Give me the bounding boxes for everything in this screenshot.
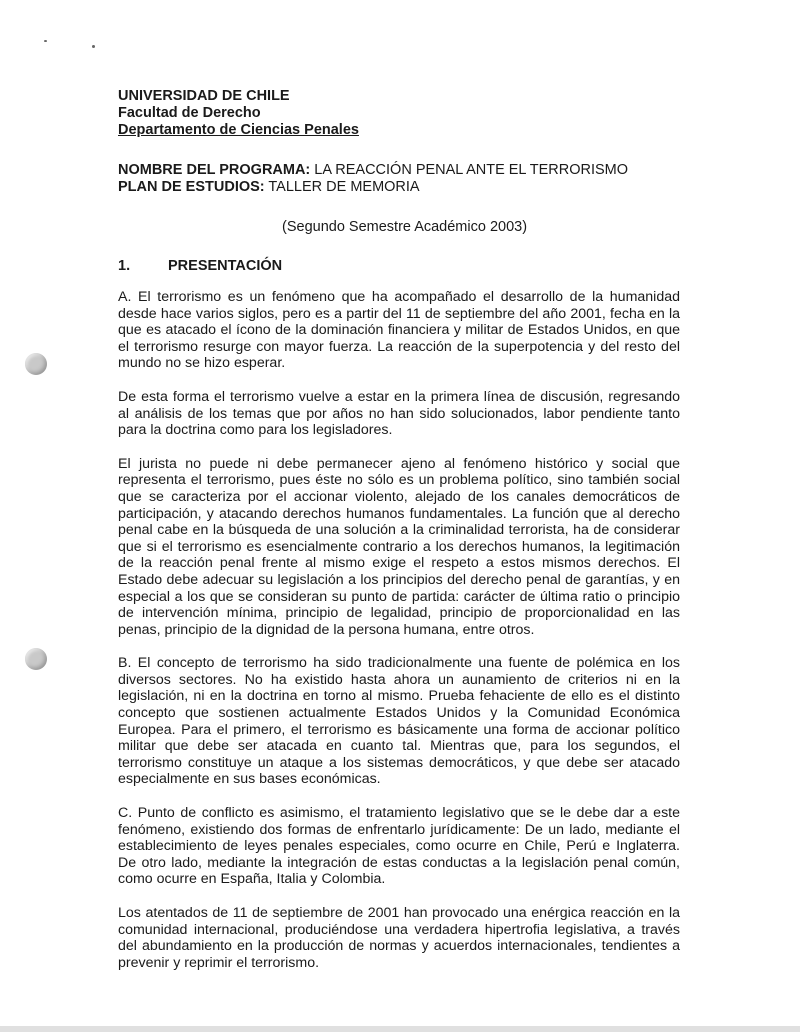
paragraph-b: B. El concepto de terrorismo ha sido tradicionalmente una fuente de polémica en los diversos sectores. No ha existido hasta ahora un aunamiento de criterios ni en la legislación, ni en la doctrina en torno al mismo. Prueba fehaciente de ello es el distinto concepto que sostienen actualmente Estados Unidos y la Comunidad Económica Europea. Para el primero, el terrorismo es básicamente una forma de accionar político militar que debe ser atacada en cuanto tal. Mientras que, para los segundos, el terrorismo constituye un ataque a los sistemas democráticos, y que debe ser atacado especialmente en sus bases económicas. [118, 655, 680, 788]
program-name-value: LA REACCIÓN PENAL ANTE EL TERRORISMO [310, 162, 629, 178]
program-name-line [118, 162, 680, 179]
study-plan-line [118, 179, 680, 196]
punch-hole-bottom [25, 648, 47, 670]
program-name-label: NOMBRE DEL PROGRAMA: [118, 162, 311, 178]
page-bottom-edge [0, 1026, 800, 1032]
study-plan-label: PLAN DE ESTUDIOS: [118, 179, 265, 195]
paragraph-c: C. Punto de conflicto es asimismo, el tratamiento legislativo que se le debe dar a este fenómeno, existiendo dos formas de enfrentarlo jurídicamente: De un lado, mediante el establecimiento de leyes penales especiales, como ocurre en Chile, Perú e Inglaterra. De otro lado, mediante la integración de estas conductas a la legislación penal común, como ocurre en España, Italia y Colombia. [118, 805, 680, 888]
study-plan-value: TALLER DE MEMORIA [264, 179, 420, 195]
section-number: 1. [118, 258, 131, 274]
scan-speck [92, 45, 95, 48]
department-name: Departamento de Ciencias Penales [118, 122, 359, 138]
semester-line: (Segundo Semestre Académico 2003) [282, 219, 528, 235]
document-body [118, 88, 680, 986]
paragraph: El jurista no puede ni debe permanecer ajeno al fenómeno histórico y social que representa el terrorismo, pues éste no sólo es un problema político, sino también social que se caracteriza por el accionar violento, alejado de los canales democráticos de participación, y atacando derechos humanos fundamentales. La función que al derecho penal cabe en la búsqueda de una solución a la criminalidad terrorista, ha de considerar que si el terrorismo es esencialmente contrario a los derechos humanos, la legitimación de la reacción penal frente al mismo exige el respeto a estos mismos derechos. El Estado debe adecuar su legislación a los principios del derecho penal de garantías, y en especial a los que se consideran su punto de partida: carácter de última ratio o principio de intervención mínima, principio de legalidad, principio de proporcionalidad en las penas, principio de la dignidad de la persona humana, entre otros. [118, 455, 680, 638]
paragraph-a: A. El terrorismo es un fenómeno que ha acompañado el desarrollo de la humanidad desde hace varios siglos, pero es a partir del 11 de septiembre del año 2001, fecha en la que es atacado el ícono de la dominación financiera y militar de Estados Unidos, en que el terrorismo resurge con mayor fuerza. La reacción de la superpotencia y del resto del mundo no se hizo esperar. [118, 289, 680, 372]
scan-speck [44, 40, 47, 42]
faculty-name: Facultad de Derecho [118, 105, 261, 121]
university-name: UNIVERSIDAD DE CHILE [118, 88, 290, 104]
paragraph: Los atentados de 11 de septiembre de 2001 han provocado una enérgica reacción en la comunidad internacional, produciéndose una verdadera hipertrofia legislativa, a través del abundamiento en la producción de normas y acuerdos internacionales, tendientes a prevenir y reprimir el terrorismo. [118, 905, 680, 971]
section-title: PRESENTACIÓN [168, 258, 283, 274]
paragraph: De esta forma el terrorismo vuelve a estar en la primera línea de discusión, regresando al análisis de los temas que por años no han sido solucionados, labor pendiente tanto para la doctrina como para los legisladores. [118, 388, 680, 439]
punch-hole-top [25, 353, 47, 375]
section-heading [118, 258, 680, 275]
program-block [118, 162, 680, 196]
